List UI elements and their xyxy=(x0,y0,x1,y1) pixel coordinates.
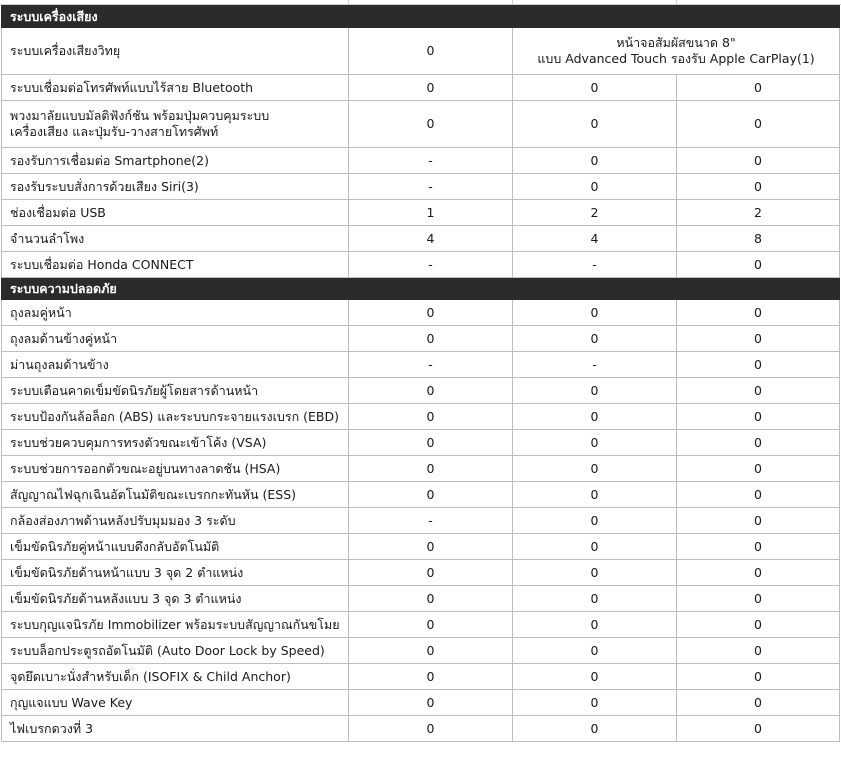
merged-value-line: หน้าจอสัมผัสขนาด 8" xyxy=(616,35,736,50)
feature-label: ระบบกุญแจนิรภัย Immobilizer พร้อมระบบสัญญาณกันขโมย xyxy=(2,612,349,638)
top-divider xyxy=(0,0,841,5)
value-cell: 0 xyxy=(513,560,677,586)
value-cell: 0 xyxy=(349,664,513,690)
value-cell: 0 xyxy=(349,75,513,101)
value-cell: 0 xyxy=(349,456,513,482)
value-cell: 0 xyxy=(513,174,677,200)
value-cell: - xyxy=(349,352,513,378)
feature-label: จำนวนลำโพง xyxy=(2,226,349,252)
table-row xyxy=(2,326,840,352)
value-cell: 0 xyxy=(513,75,677,101)
value-cell: 1 xyxy=(349,200,513,226)
value-cell: - xyxy=(349,252,513,278)
value-cell: 0 xyxy=(513,612,677,638)
value-cell: 0 xyxy=(349,300,513,326)
value-cell: 0 xyxy=(513,148,677,174)
value-cell: 0 xyxy=(513,508,677,534)
table-row xyxy=(2,404,840,430)
feature-label: เข็มขัดนิรภัยด้านหน้าแบบ 3 จุด 2 ตำแหน่ง xyxy=(2,560,349,586)
table-row xyxy=(2,75,840,101)
value-cell: 0 xyxy=(677,612,840,638)
value-cell: 0 xyxy=(677,404,840,430)
table-row xyxy=(2,638,840,664)
feature-label: ระบบเชื่อมต่อ Honda CONNECT xyxy=(2,252,349,278)
value-cell: 4 xyxy=(349,226,513,252)
value-cell: 0 xyxy=(513,378,677,404)
value-cell: 0 xyxy=(677,352,840,378)
feature-label: กุญแจแบบ Wave Key xyxy=(2,690,349,716)
value-cell: 0 xyxy=(513,456,677,482)
value-cell: 0 xyxy=(349,586,513,612)
table-row xyxy=(2,456,840,482)
spec-table xyxy=(1,5,840,742)
table-row xyxy=(2,200,840,226)
value-cell: 0 xyxy=(677,252,840,278)
table-row xyxy=(2,612,840,638)
table-row xyxy=(2,560,840,586)
value-cell: 0 xyxy=(513,716,677,742)
value-cell: - xyxy=(513,252,677,278)
merged-value-cell xyxy=(513,28,840,75)
value-cell: 0 xyxy=(677,174,840,200)
value-cell: 0 xyxy=(513,638,677,664)
table-row xyxy=(2,690,840,716)
feature-label: ระบบช่วยการออกตัวขณะอยู่บนทางลาดชัน (HSA) xyxy=(2,456,349,482)
value-cell: 0 xyxy=(677,690,840,716)
value-cell: 0 xyxy=(677,534,840,560)
column-divider xyxy=(676,0,677,4)
value-cell: 0 xyxy=(349,716,513,742)
feature-label: ระบบช่วยควบคุมการทรงตัวขณะเข้าโค้ง (VSA) xyxy=(2,430,349,456)
value-cell: 0 xyxy=(677,664,840,690)
table-row xyxy=(2,300,840,326)
value-cell: 0 xyxy=(349,378,513,404)
value-cell: 0 xyxy=(513,690,677,716)
value-cell: 0 xyxy=(349,28,513,75)
value-cell: 0 xyxy=(513,664,677,690)
feature-label: ถุงลมคู่หน้า xyxy=(2,300,349,326)
value-cell: 0 xyxy=(349,612,513,638)
section-title: ระบบความปลอดภัย xyxy=(2,278,840,300)
value-cell: 0 xyxy=(349,638,513,664)
column-divider xyxy=(348,0,349,4)
value-cell: 0 xyxy=(349,560,513,586)
value-cell: 0 xyxy=(513,101,677,148)
table-row xyxy=(2,482,840,508)
value-cell: 4 xyxy=(513,226,677,252)
feature-label: จุดยึดเบาะนั่งสำหรับเด็ก (ISOFIX & Child Anchor) xyxy=(2,664,349,690)
table-row xyxy=(2,430,840,456)
feature-label: ระบบล็อกประตูรถอัตโนมัติ (Auto Door Lock by Speed) xyxy=(2,638,349,664)
value-cell: 0 xyxy=(677,716,840,742)
value-cell: 0 xyxy=(513,300,677,326)
value-cell: 0 xyxy=(677,508,840,534)
table-row xyxy=(2,101,840,148)
table-row xyxy=(2,508,840,534)
value-cell: 2 xyxy=(677,200,840,226)
feature-label: ม่านถุงลมด้านข้าง xyxy=(2,352,349,378)
value-cell: 0 xyxy=(513,430,677,456)
value-cell: 0 xyxy=(677,148,840,174)
table-row xyxy=(2,352,840,378)
column-divider xyxy=(512,0,513,4)
value-cell: 0 xyxy=(513,534,677,560)
table-row xyxy=(2,148,840,174)
value-cell: 0 xyxy=(677,456,840,482)
section-title: ระบบเครื่องเสียง xyxy=(2,6,840,28)
table-row xyxy=(2,226,840,252)
table-row xyxy=(2,28,840,75)
table-row xyxy=(2,252,840,278)
feature-label: ไฟเบรกดวงที่ 3 xyxy=(2,716,349,742)
table-row xyxy=(2,586,840,612)
value-cell: 8 xyxy=(677,226,840,252)
value-cell: - xyxy=(349,148,513,174)
value-cell: 0 xyxy=(677,378,840,404)
section-header-audio xyxy=(2,6,840,28)
value-cell: 0 xyxy=(349,534,513,560)
merged-value-line: แบบ Advanced Touch รองรับ Apple CarPlay(1) xyxy=(537,51,815,66)
value-cell: 0 xyxy=(677,560,840,586)
value-cell: 0 xyxy=(513,586,677,612)
feature-label: ระบบเครื่องเสียงวิทยุ xyxy=(2,28,349,75)
value-cell: 0 xyxy=(677,482,840,508)
value-cell: 0 xyxy=(349,404,513,430)
feature-label xyxy=(2,101,349,148)
value-cell: - xyxy=(513,352,677,378)
value-cell: 0 xyxy=(677,326,840,352)
value-cell: 0 xyxy=(677,300,840,326)
feature-label: เข็มขัดนิรภัยคู่หน้าแบบดึงกลับอัตโนมัติ xyxy=(2,534,349,560)
value-cell: 0 xyxy=(349,101,513,148)
value-cell: 0 xyxy=(677,75,840,101)
value-cell: 2 xyxy=(513,200,677,226)
value-cell: 0 xyxy=(349,482,513,508)
value-cell: 0 xyxy=(349,690,513,716)
table-row xyxy=(2,534,840,560)
value-cell: 0 xyxy=(677,586,840,612)
feature-label: ระบบเตือนคาดเข็มขัดนิรภัยผู้โดยสารด้านหน้า xyxy=(2,378,349,404)
feature-label: รองรับระบบสั่งการด้วยเสียง Siri(3) xyxy=(2,174,349,200)
value-cell: - xyxy=(349,508,513,534)
feature-label: ระบบเชื่อมต่อโทรศัพท์แบบไร้สาย Bluetooth xyxy=(2,75,349,101)
feature-label: ถุงลมด้านข้างคู่หน้า xyxy=(2,326,349,352)
value-cell: 0 xyxy=(677,101,840,148)
feature-label: สัญญาณไฟฉุกเฉินอัตโนมัติขณะเบรกกะทันหัน (ESS) xyxy=(2,482,349,508)
value-cell: 0 xyxy=(513,326,677,352)
value-cell: 0 xyxy=(677,638,840,664)
value-cell: 0 xyxy=(349,430,513,456)
value-cell: - xyxy=(349,174,513,200)
feature-label: เข็มขัดนิรภัยด้านหลังแบบ 3 จุด 3 ตำแหน่ง xyxy=(2,586,349,612)
table-row xyxy=(2,378,840,404)
feature-label-line: เครื่องเสียง และปุ่มรับ-วางสายโทรศัพท์ xyxy=(10,124,219,139)
value-cell: 0 xyxy=(513,482,677,508)
feature-label: ช่องเชื่อมต่อ USB xyxy=(2,200,349,226)
feature-label: กล้องส่องภาพด้านหลังปรับมุมมอง 3 ระดับ xyxy=(2,508,349,534)
table-row xyxy=(2,716,840,742)
value-cell: 0 xyxy=(677,430,840,456)
value-cell: 0 xyxy=(349,326,513,352)
feature-label: ระบบป้องกันล้อล็อก (ABS) และระบบกระจายแรงเบรก (EBD) xyxy=(2,404,349,430)
table-row xyxy=(2,174,840,200)
feature-label: รองรับการเชื่อมต่อ Smartphone(2) xyxy=(2,148,349,174)
feature-label-line: พวงมาลัยแบบมัลติฟังก์ชัน พร้อมปุ่มควบคุมระบบ xyxy=(10,108,270,123)
section-header-safety xyxy=(2,278,840,300)
table-row xyxy=(2,664,840,690)
value-cell: 0 xyxy=(513,404,677,430)
